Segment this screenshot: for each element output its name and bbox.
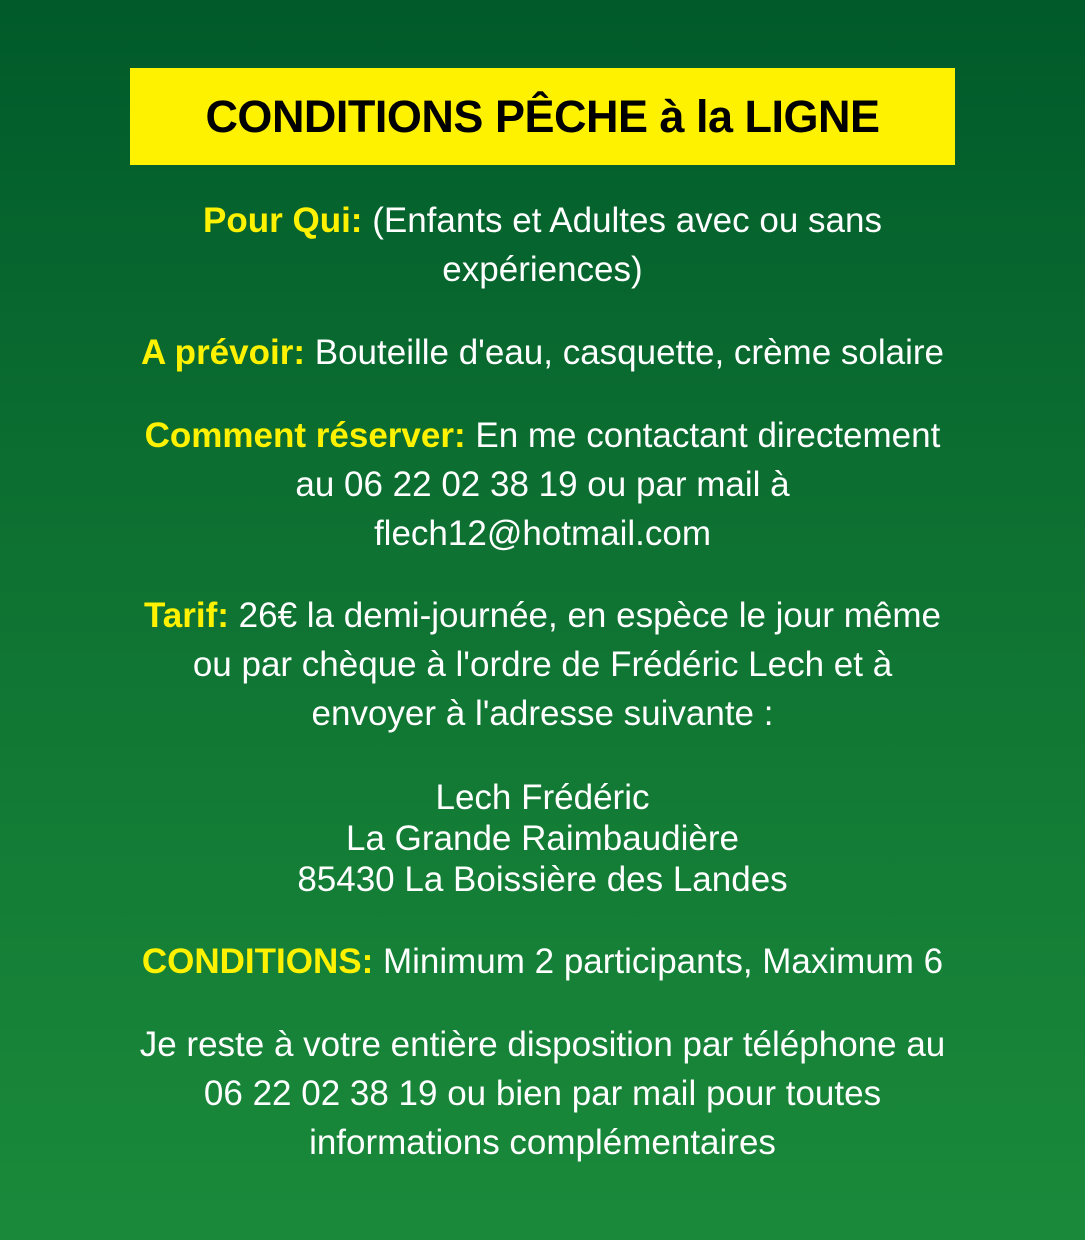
section-conditions bbox=[0, 937, 1085, 986]
page-title: CONDITIONS PÊCHE à la LIGNE bbox=[205, 90, 880, 142]
address-line: La Grande Raimbaudière bbox=[345, 819, 739, 858]
postal-address bbox=[0, 777, 1085, 900]
title-banner bbox=[130, 68, 955, 165]
section-contact bbox=[0, 1020, 1085, 1167]
section-text: 06 22 02 38 19 ou bien par mail pour toutes bbox=[203, 1074, 882, 1113]
section-label: CONDITIONS: bbox=[141, 942, 374, 981]
section-text: au 06 22 02 38 19 ou par mail à bbox=[295, 465, 790, 504]
section-text: En me contactant directement bbox=[475, 416, 941, 455]
section-text: expériences) bbox=[442, 250, 643, 289]
section-pour-qui bbox=[0, 196, 1085, 294]
section-reserver bbox=[0, 411, 1085, 558]
section-text: informations complémentaires bbox=[309, 1123, 776, 1162]
section-text: 26€ la demi-journée, en espèce le jour même bbox=[238, 596, 941, 635]
section-text: envoyer à l'adresse suivante : bbox=[311, 694, 774, 733]
address-line: 85430 La Boissière des Landes bbox=[297, 860, 788, 899]
section-text: Minimum 2 participants, Maximum 6 bbox=[382, 942, 944, 981]
email-text: flech12@hotmail.com bbox=[373, 514, 712, 553]
section-label: A prévoir: bbox=[140, 333, 305, 372]
section-text: Je reste à votre entière disposition par téléphone au bbox=[139, 1025, 946, 1064]
section-tarif bbox=[0, 591, 1085, 738]
section-a-prevoir bbox=[0, 328, 1085, 377]
section-text: ou par chèque à l'ordre de Frédéric Lech et à bbox=[192, 645, 893, 684]
address-line: Lech Frédéric bbox=[435, 778, 650, 817]
section-label: Comment réserver: bbox=[144, 416, 466, 455]
section-text: (Enfants et Adultes avec ou sans bbox=[372, 201, 882, 240]
section-label: Tarif: bbox=[144, 596, 229, 635]
section-label: Pour Qui: bbox=[203, 201, 363, 240]
section-text: Bouteille d'eau, casquette, crème solaire bbox=[314, 333, 944, 372]
